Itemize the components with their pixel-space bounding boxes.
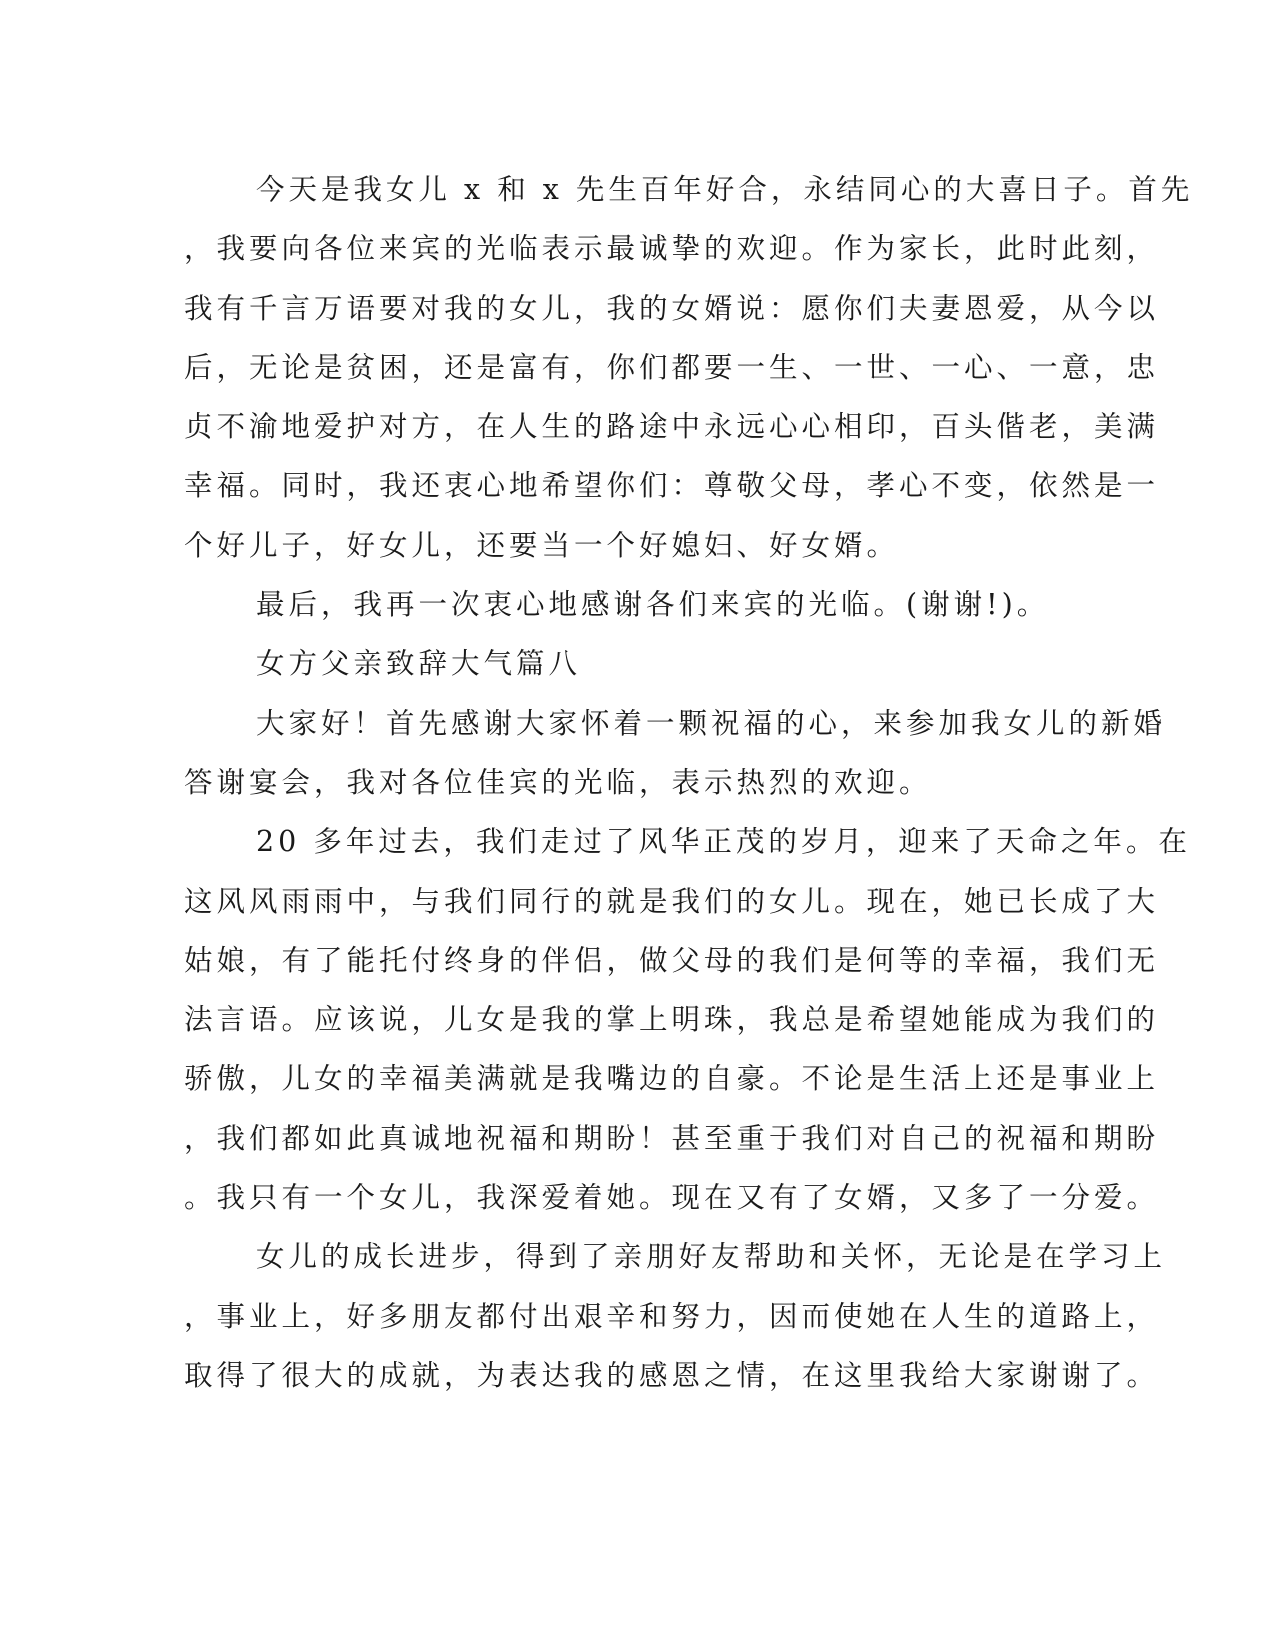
text-line: 今天是我女儿 x 和 x 先生百年好合，永结同心的大喜日子。首先 xyxy=(256,173,1194,206)
text-line: 大家好！首先感谢大家怀着一颗祝福的心，来参加我女儿的新婚 xyxy=(256,706,1167,740)
text-line: 贞不渝地爱护对方，在人生的路途中永远心心相印，百头偕老，美满 xyxy=(184,410,1160,444)
text-line: 法言语。应该说，儿女是我的掌上明珠，我总是希望她能成为我们的 xyxy=(184,1003,1160,1037)
text-line: 女儿的成长进步，得到了亲朋好友帮助和关怀，无论是在学习上 xyxy=(256,1240,1167,1274)
section-heading: 女方父亲致辞大气篇八 xyxy=(256,647,582,681)
text-line: 幸福。同时，我还衷心地希望你们：尊敬父母，孝心不变，依然是一 xyxy=(184,469,1160,503)
text-line: ，我们都如此真诚地祝福和期盼！甚至重于我们对自己的祝福和期盼 xyxy=(184,1121,1160,1155)
text-line: 我有千言万语要对我的女儿，我的女婿说：愿你们夫妻恩爱，从今以 xyxy=(184,291,1160,325)
text-line: 个好儿子，好女儿，还要当一个好媳妇、好女婿。 xyxy=(184,528,900,562)
text-line: 最后，我再一次衷心地感谢各们来宾的光临。(谢谢!)。 xyxy=(256,588,1050,622)
text-line: 。我只有一个女儿，我深爱着她。现在又有了女婿，又多了一分爱。 xyxy=(184,1181,1160,1215)
text-line: 这风风雨雨中，与我们同行的就是我们的女儿。现在，她已长成了大 xyxy=(184,884,1160,918)
text-line: 后，无论是贫困，还是富有，你们都要一生、一世、一心、一意，忠 xyxy=(184,350,1160,384)
text-line: 骄傲，儿女的幸福美满就是我嘴边的自豪。不论是生活上还是事业上 xyxy=(184,1062,1160,1096)
text-line: 姑娘，有了能托付终身的伴侣，做父母的我们是何等的幸福，我们无 xyxy=(184,943,1160,977)
text-line: ，事业上，好多朋友都付出艰辛和努力，因而使她在人生的道路上， xyxy=(184,1299,1160,1333)
text-line: 20 多年过去，我们走过了风华正茂的岁月，迎来了天命之年。在 xyxy=(256,825,1191,859)
text-line: ，我要向各位来宾的光临表示最诚挚的欢迎。作为家长，此时此刻， xyxy=(184,232,1160,266)
text-line: 取得了很大的成就，为表达我的感恩之情，在这里我给大家谢谢了。 xyxy=(184,1358,1160,1392)
document-body xyxy=(184,160,1194,1405)
text-line: 答谢宴会，我对各位佳宾的光临，表示热烈的欢迎。 xyxy=(184,765,932,799)
